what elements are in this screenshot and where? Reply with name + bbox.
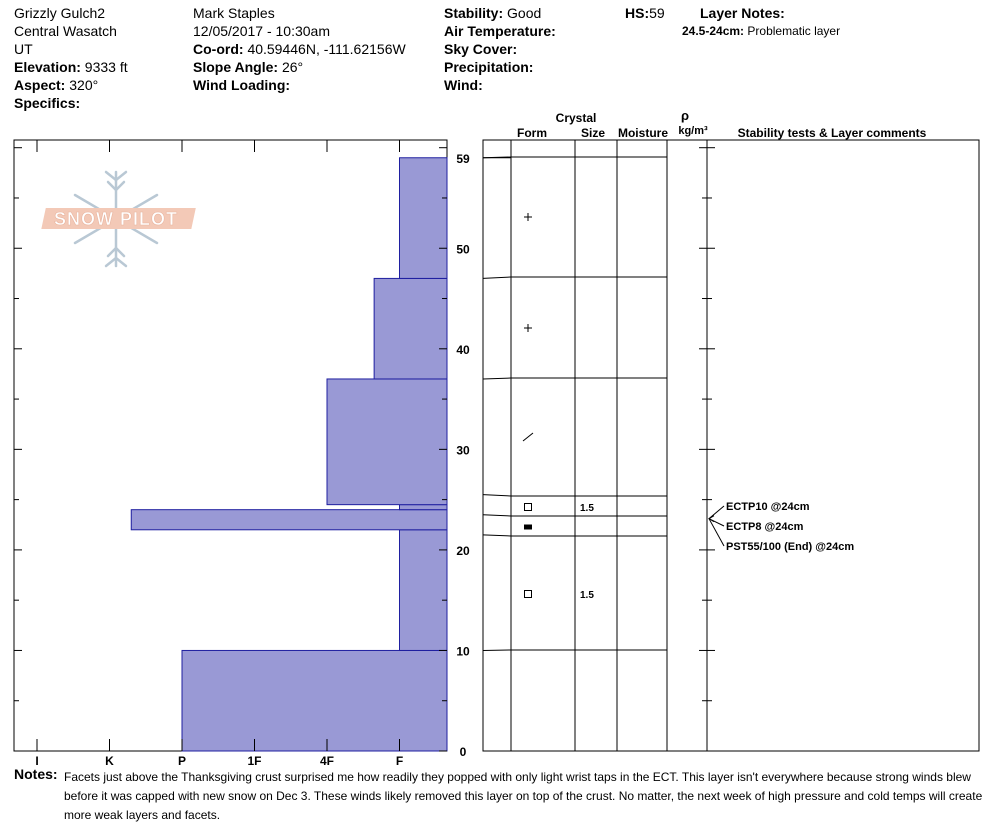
air-temp-label: Air Temperature: <box>444 23 556 39</box>
melt-freeze-crust-icon <box>524 525 532 530</box>
hardness-bar <box>327 379 447 505</box>
observation-datetime: 12/05/2017 - 10:30am <box>193 23 330 39</box>
slope-value: 26° <box>281 59 304 75</box>
hardness-label: I <box>35 754 39 765</box>
boundary-connector <box>483 277 511 278</box>
height-tick-label: 10 <box>456 644 470 659</box>
hardness-bar <box>400 158 448 279</box>
coord-label: Co-ord: <box>193 41 244 57</box>
crystal-size: 1.5 <box>580 590 594 601</box>
hardness-label: F <box>395 754 404 765</box>
coord-value: 40.59446N, -111.62156W <box>247 41 406 57</box>
slope-label: Slope Angle: <box>193 59 279 75</box>
layer-grid-frame <box>483 140 979 751</box>
boundary-connector <box>483 495 511 496</box>
height-tick-label: 0 <box>459 745 467 759</box>
wind-label: Wind: <box>444 77 483 93</box>
boundary-connector <box>483 515 511 516</box>
layer-note-text: Problematic layer <box>747 24 841 38</box>
size-header: Size <box>580 126 606 140</box>
state: UT <box>14 41 33 57</box>
observer-name: Mark Staples <box>193 5 275 21</box>
height-tick-label: 20 <box>456 543 470 558</box>
stability-test-label: PST55/100 (End) @24cm <box>726 541 855 553</box>
stability-header: Stability tests & Layer comments <box>737 126 927 140</box>
stability-test-label: ECTP10 @24cm <box>726 501 810 513</box>
snowpilot-logo <box>41 172 195 266</box>
hs-value: 59 <box>649 5 665 21</box>
faceted-crystal-icon <box>525 504 532 511</box>
hardness-bar <box>400 505 448 510</box>
form-header: Form <box>517 126 547 140</box>
height-tick-label: 30 <box>456 443 470 458</box>
hardness-label: K <box>105 754 114 765</box>
hardness-label: P <box>177 754 187 765</box>
wind-loading-label: Wind Loading: <box>193 77 291 93</box>
rho-header: ρ <box>680 108 690 123</box>
elevation-value: 9333 ft <box>84 59 128 75</box>
density-unit-header: kg/m³ <box>678 125 708 137</box>
height-tick-label: 59 <box>456 151 470 166</box>
sky-cover-label: Sky Cover: <box>444 41 518 57</box>
notes-section <box>14 765 989 822</box>
boundary-connector <box>483 378 511 379</box>
decomposing-crystal-icon <box>523 433 533 441</box>
logo-text: SNOW PILOT <box>54 209 178 229</box>
specifics-label: Specifics: <box>14 95 81 111</box>
hardness-bar <box>131 510 447 530</box>
elevation-label: Elevation: <box>14 59 81 75</box>
crystal-header: Crystal <box>555 111 597 125</box>
notes-label: Notes: <box>14 766 58 782</box>
stability-label: Stability: <box>444 5 504 21</box>
hardness-label: 1F <box>247 754 262 765</box>
height-tick-label: 50 <box>456 242 470 257</box>
stability-test-label: ECTP8 @24cm <box>726 521 804 533</box>
aspect-label: Aspect: <box>14 77 66 93</box>
hardness-bar <box>182 650 447 751</box>
hardness-bar <box>400 530 448 651</box>
stability-value: Good <box>507 5 542 21</box>
mountain-range: Central Wasatch <box>14 23 117 39</box>
height-tick-label: 40 <box>456 342 470 357</box>
crystal-size: 1.5 <box>580 503 594 514</box>
hardness-label: 4F <box>319 754 335 765</box>
faceted-crystal-icon <box>525 591 532 598</box>
layer-note-range: 24.5-24cm: <box>682 24 745 38</box>
boundary-connector <box>483 535 511 536</box>
precip-label: Precipitation: <box>444 59 534 75</box>
hs-label: HS: <box>625 5 650 21</box>
location-name: Grizzly Gulch2 <box>14 5 106 21</box>
layer-notes-label: Layer Notes: <box>700 5 785 21</box>
moisture-header: Moisture <box>617 126 669 140</box>
hardness-bar <box>374 278 447 379</box>
notes-text: Facets just above the Thanksgiving crust surprised me how readily they popped with only light wrist taps in the ECT. This layer isn't everywhere because strong winds blew before it was capped with new snow on Dec 3. These winds likely removed this layer on top of the crust. No matter, the next week of high pressure and cold temps will create more weak layers and facets. <box>64 770 983 822</box>
aspect-value: 320° <box>69 77 99 93</box>
